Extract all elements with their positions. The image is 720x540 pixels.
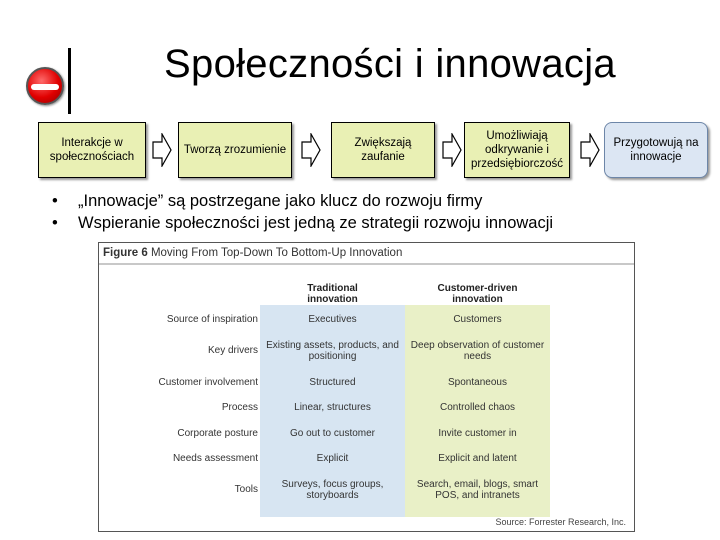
logo-bar <box>68 48 71 114</box>
figure-header <box>99 243 634 265</box>
cell-traditional: Surveys, focus groups, storyboards <box>281 479 384 501</box>
flow-step-entrepreneurship: Umożliwiają odkrywanie i przedsiębiorczość <box>464 122 570 178</box>
arrow-right-icon <box>152 133 172 167</box>
row-label: Needs assessment <box>172 453 258 464</box>
cell-customer: Explicit and latent <box>438 453 517 464</box>
innovation-figure <box>98 242 635 532</box>
cell-customer: Search, email, blogs, smart POS, and intranets <box>416 479 539 501</box>
cell-customer: Controlled chaos <box>439 402 516 413</box>
cell-traditional: Structured <box>309 377 356 388</box>
row-label: Key drivers <box>207 345 258 356</box>
column-header-traditional: Traditional innovation <box>307 283 358 305</box>
cell-customer: Customers <box>453 314 502 325</box>
row-label: Customer involvement <box>158 377 258 388</box>
row-label: Process <box>221 402 258 413</box>
arrow-right-icon <box>580 133 600 167</box>
row-label: Source of inspiration <box>166 314 258 325</box>
column-header-customer: Customer-driven innovation <box>437 283 518 305</box>
flow-step-trust: Zwiększają zaufanie <box>331 122 435 178</box>
row-label: Tools <box>234 484 258 495</box>
bullet-item: • „Innowacje” są postrzegane jako klucz do rozwoju firmy <box>52 190 553 212</box>
cell-customer: Invite customer in <box>438 428 517 439</box>
bullet-list <box>52 190 553 234</box>
flow-step-interactions: Interakcje w społecznościach <box>38 122 146 178</box>
arrow-right-icon <box>442 133 462 167</box>
bullet-item: • Wspieranie społeczności jest jedną ze strategii rozwoju innowacji <box>52 212 553 234</box>
figure-source: Source: Forrester Research, Inc. <box>495 517 626 527</box>
cell-traditional: Go out to customer <box>289 428 376 439</box>
stop-sign-icon <box>26 67 64 105</box>
flow-step-innovation: Przygotowują na innowacje <box>604 122 708 178</box>
cell-traditional: Executives <box>308 314 357 325</box>
cell-customer: Spontaneous <box>448 377 507 388</box>
cell-customer: Deep observation of customer needs <box>410 340 545 362</box>
arrow-right-icon <box>301 133 321 167</box>
slide-title: Społeczności i innowacja <box>164 42 616 86</box>
figure-title: Figure 6 Moving From Top-Down To Bottom-Up Innovation <box>103 247 403 259</box>
cell-traditional: Explicit <box>316 453 349 464</box>
row-label: Corporate posture <box>177 428 258 439</box>
cell-traditional: Linear, structures <box>294 402 371 413</box>
cell-traditional: Existing assets, products, and positioning <box>266 340 399 362</box>
flow-step-understanding: Tworzą zrozumienie <box>178 122 292 178</box>
